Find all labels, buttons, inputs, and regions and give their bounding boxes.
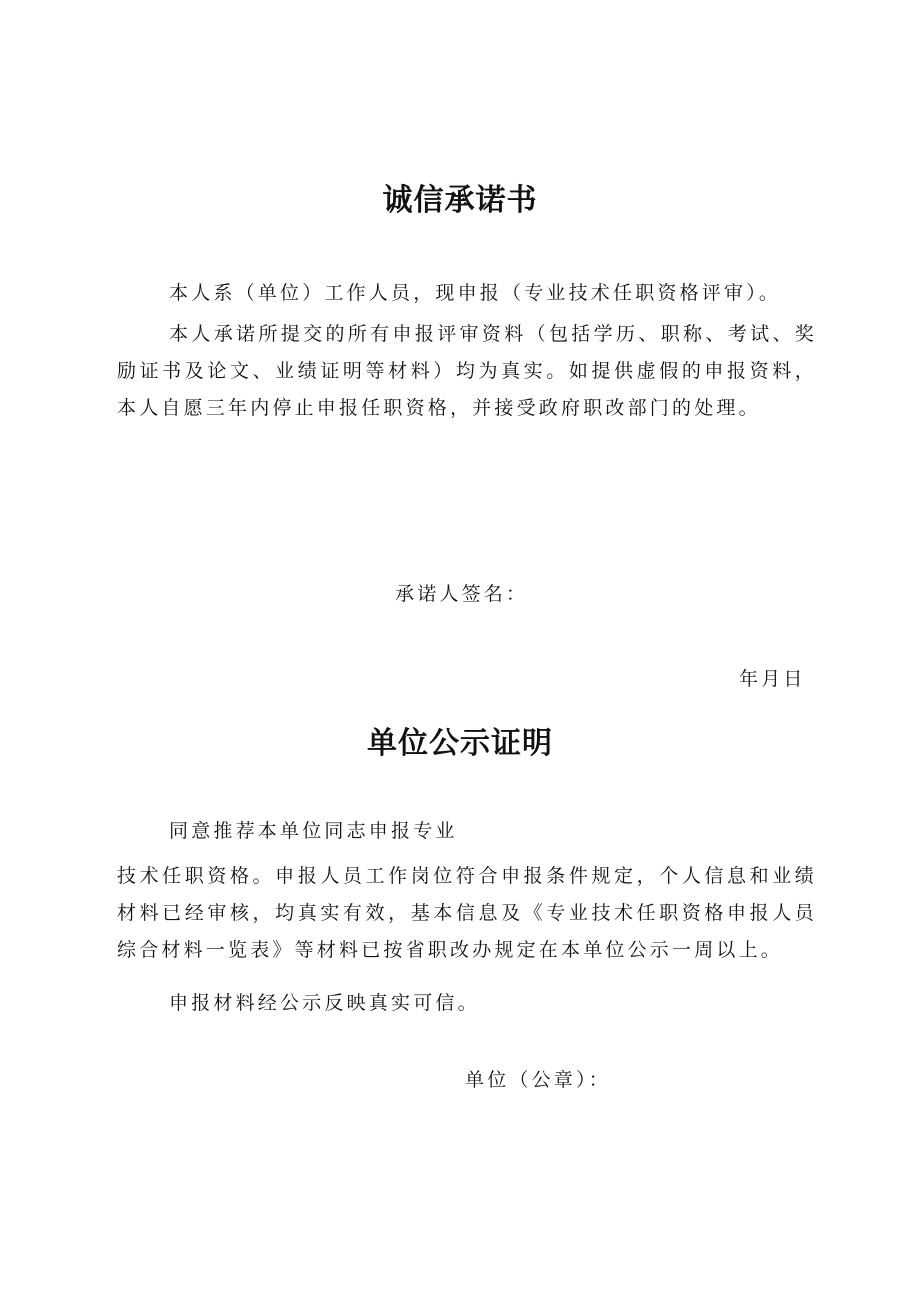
pledge-paragraph-commitment: 本人承诺所提交的所有申报评审资料（包括学历、职称、考试、奖励证书及论文、业绩证明等材料）均为真实。如提供虚假的申报资料，本人自愿三年内停止申报任职资格，并接受政府职改部门的处理。 (117, 323, 817, 419)
certificate-paragraph-conclusion: 申报材料经公示反映真实可信。 (169, 992, 480, 1014)
date-label: 年月日 (739, 668, 806, 690)
pledge-paragraph-applicant: 本人系（单位）工作人员，现申报（专业技术任职资格评审）。 (169, 282, 782, 304)
unit-seal-label: 单位（公章）： (465, 1069, 611, 1091)
signature-label: 承诺人签名： (395, 583, 529, 605)
certificate-paragraph-recommend: 同意推荐本单位同志申报专业 (169, 820, 458, 842)
pledge-title: 诚信承诺书 (382, 183, 538, 218)
certificate-paragraph-verification: 技术任职资格。申报人员工作岗位符合申报条件规定，个人信息和业绩材料已经审核，均真实有效，基本信息及《专业技术任职资格申报人员综合材料一览表》等材料已按省职改办规定在本单位公示一周以上。 (117, 865, 817, 961)
certificate-title: 单位公示证明 (367, 726, 553, 761)
